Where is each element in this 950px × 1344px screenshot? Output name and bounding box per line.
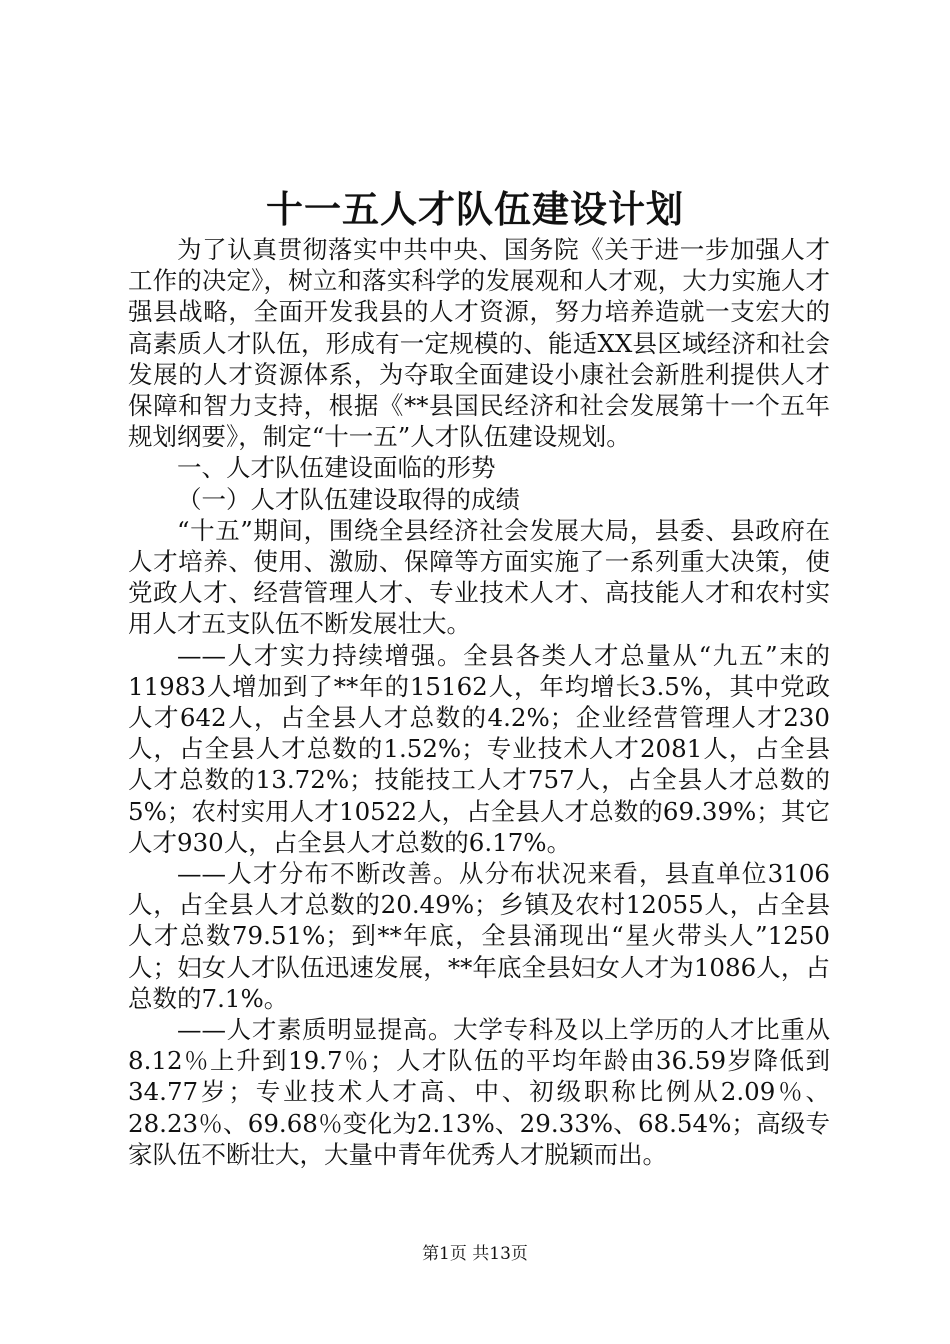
body-paragraph: ——人才分布不断改善。从分布状况来看，县直单位3106人，占全县人才总数的20.49%；乡镇及农村12055人，占全县人才总数79.51%；到**年底，全县涌现出“星火带头人”1250人；妇女人才队伍迅速发展，**年底全县妇女人才为1086人，占总数的7.1%。 — [128, 859, 830, 1013]
section-heading: 一、人才队伍建设面临的形势 — [177, 453, 496, 483]
body-paragraph: ——人才素质明显提高。大学专科及以上学历的人才比重从8.12％上升到19.7％；人才队伍的平均年龄由36.59岁降低到34.77岁；专业技术人才高、中、初级职称比例从2.09％、28.23％、69.68％变化为2.13%、29.33%、68.54%；高级专家队伍不断壮大，大量中青年优秀人才脱颖而出。 — [128, 1015, 830, 1169]
intro-paragraph: 为了认真贯彻落实中共中央、国务院《关于进一步加强人才工作的决定》，树立和落实科学的发展观和人才观，大力实施人才强县战略，全面开发我县的人才资源，努力培养造就一支宏大的高素质人才队伍，形成有一定规模的、能适XX县区域经济和社会发展的人才资源体系，为夺取全面建设小康社会新胜利提供人才保障和智力支持，根据《**县国民经济和社会发展第十一个五年规划纲要》，制定“十一五”人才队伍建设规划。 — [128, 235, 830, 452]
document-body — [128, 234, 830, 1170]
body-paragraph: “十五”期间，围绕全县经济社会发展大局，县委、县政府在人才培养、使用、激励、保障等方面实施了一系列重大决策，使党政人才、经营管理人才、专业技术人才、高技能人才和农村实用人才五支队伍不断发展壮大。 — [128, 515, 830, 639]
body-paragraph: ——人才实力持续增强。全县各类人才总量从“九五”末的11983人增加到了**年的15162人，年均增长3.5%，其中党政人才642人，占全县人才总数的4.2%；企业经营管理人才230人，占全县人才总数的1.52%；专业技术人才2081人，占全县人才总数的13.72%；技能技工人才757人，占全县人才总数的5%；农村实用人才10522人，占全县人才总数的69.39%；其它人才930人，占全县人才总数的6.17%。 — [128, 640, 830, 857]
subsection-heading: （一）人才队伍建设取得的成绩 — [177, 484, 520, 514]
page-number-footer: 第1页 共13页 — [422, 1244, 528, 1264]
document-title: 十一五人才队伍建设计划 — [266, 187, 684, 231]
